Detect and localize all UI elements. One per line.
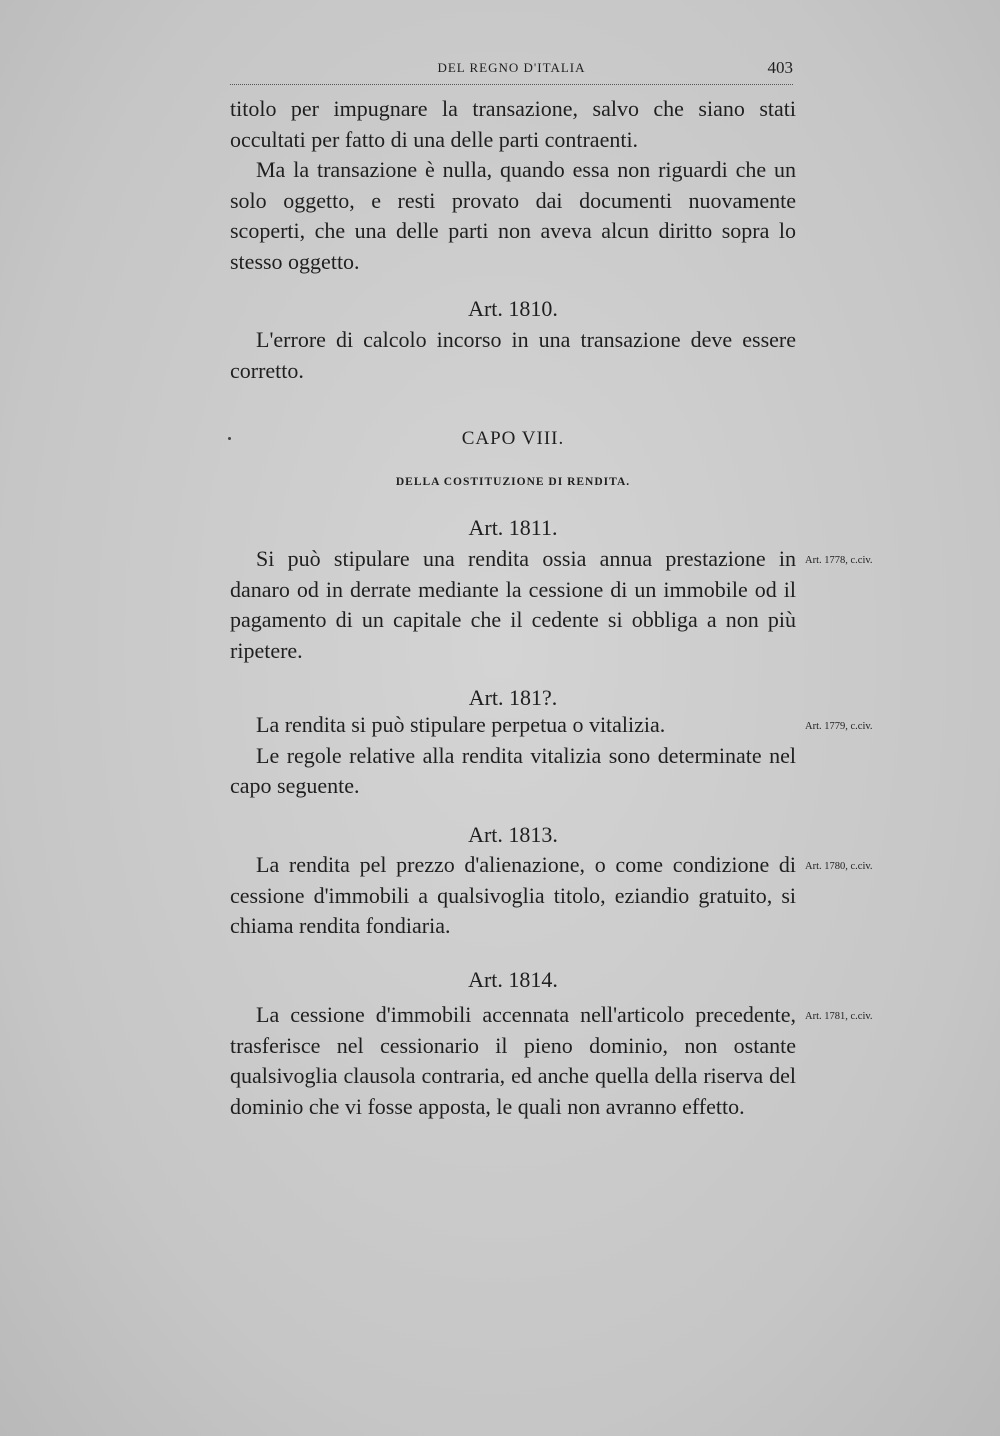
page-number: 403 [767,58,793,77]
article-1812-text-1: La rendita si può stipulare perpetua o vitalizia. [256,712,666,737]
article-1813-margin-note: Art. 1780, c.civ. [805,861,873,872]
chapter-subtitle: DELLA COSTITUZIONE DI RENDITA. [395,476,631,488]
article-1813-text: La rendita pel prezzo d'alienazione, o come condizione di cessione d'immobili a qualsivoglia titolo, eziandio gratuito, si chiama rendita fondiaria. [230,852,796,938]
article-1811-body [230,544,796,666]
article-1813-heading: Art. 1813. [468,822,558,847]
article-1812-heading: Art. 181?. [468,685,558,710]
running-title: DEL REGNO D'ITALIA [437,60,586,75]
article-1811-text: Si può stipulare una rendita ossia annua prestazione in danaro od in derrate mediante la cessione di un immobile od il pagamento di un capitale che il cedente si obbliga a non più ripetere. [230,546,796,663]
article-1812-text-2: Le regole relative alla rendita vitalizia sono determinate nel capo seguente. [230,742,796,798]
running-header [230,58,793,85]
intro-line-1: titolo per impugnare la transazione, salvo che siano stati [230,96,796,121]
article-1811-margin-note: Art. 1778, c.civ. [805,555,873,566]
article-1810-text: L'errore di calcolo incorso in una transazione deve essere corretto. [230,327,796,383]
article-1811-heading: Art. 1811. [468,515,558,540]
article-1814-text: La cessione d'immobili accennata nell'articolo precedente, trasferisce nel cessionario il pieno dominio, non ostante qualsivoglia clausola contraria, ed anche quella della riserva del dominio che vi fosse apposta, le quali non avranno effetto. [230,1002,796,1119]
article-1813-body [230,850,796,942]
article-1814-margin-note: Art. 1781, c.civ. [805,1011,873,1022]
article-1812-margin-note: Art. 1779, c.civ. [805,721,873,732]
intro-line-2: occultati per fatto di una delle parti contraenti. [230,126,639,152]
article-1812-body [230,710,796,802]
intro-paragraph-2: Ma la transazione è nulla, quando essa non riguardi che un solo oggetto, e resti provato dai documenti nuovamente scoperti, che una delle parti non aveva alcun diritto sopra lo stesso oggetto. [230,157,796,274]
article-1810-body [230,325,796,386]
article-1814-heading: Art. 1814. [468,967,558,992]
chapter-title: CAPO VIII. [461,428,565,449]
article-1814-body [230,1000,796,1122]
intro-block [230,94,796,277]
article-1810-heading: Art. 1810. [468,296,558,321]
